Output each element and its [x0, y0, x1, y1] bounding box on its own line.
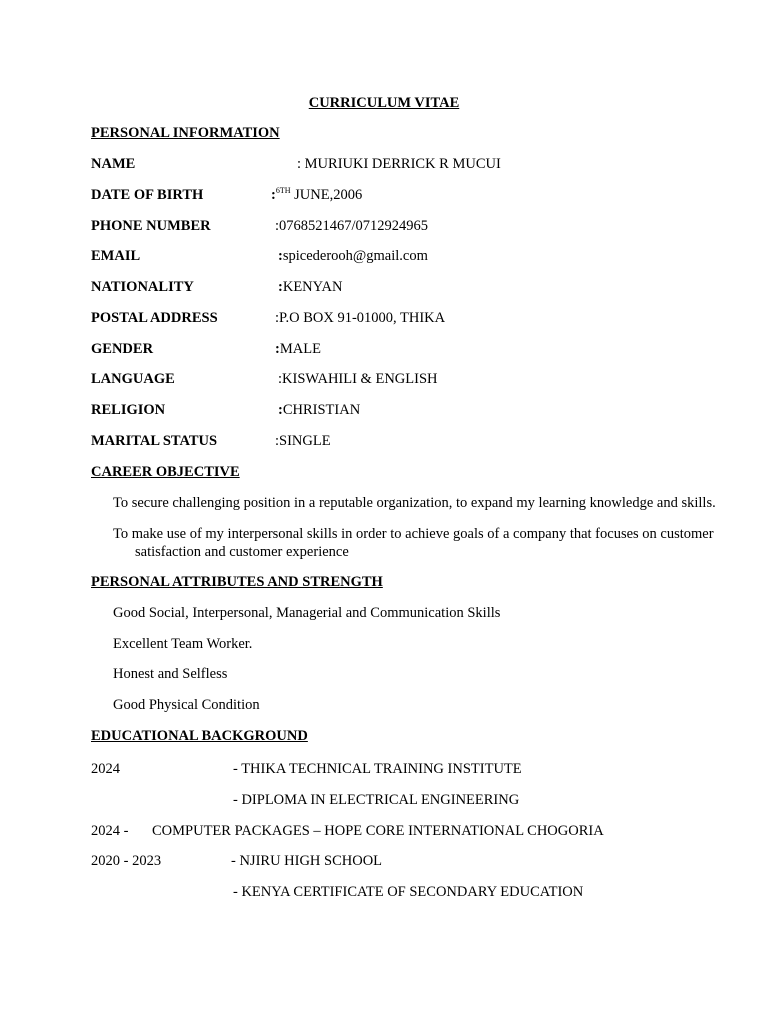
section-heading-career: CAREER OBJECTIVE	[91, 464, 240, 480]
postal-address-separator: :	[275, 310, 280, 326]
education-detail: - THIKA TECHNICAL TRAINING INSTITUTE	[233, 761, 522, 777]
education-year: 2024	[91, 761, 120, 777]
section-heading-education: EDUCATIONAL BACKGROUND	[91, 728, 308, 744]
education-detail: - NJIRU HIGH SCHOOL	[231, 853, 383, 869]
nationality-text: KENYAN	[282, 279, 343, 295]
marital-status-label: MARITAL STATUS	[91, 433, 218, 449]
language-text: KISWAHILI & ENGLISH	[282, 371, 438, 387]
gender-text: MALE	[279, 341, 321, 357]
phone-label: PHONE NUMBER	[91, 218, 211, 234]
section-heading-personal: PERSONAL INFORMATION	[91, 125, 280, 141]
marital-status-text: SINGLE	[279, 433, 331, 449]
postal-address-value	[275, 309, 445, 327]
dob-day-superscript: 6TH	[275, 186, 291, 195]
religion-text: CHRISTIAN	[282, 402, 361, 418]
attribute-item: Honest and Selfless	[113, 666, 228, 682]
section-heading-attributes: PERSONAL ATTRIBUTES AND STRENGTH	[91, 574, 383, 590]
attribute-item: Good Physical Condition	[113, 697, 260, 713]
religion-label: RELIGION	[91, 402, 166, 418]
education-detail: - DIPLOMA IN ELECTRICAL ENGINEERING	[233, 792, 520, 808]
language-label: LANGUAGE	[91, 371, 175, 387]
name-text: MURIUKI DERRICK R MUCUI	[304, 156, 501, 172]
gender-label: GENDER	[91, 341, 154, 357]
nationality-separator: :	[278, 279, 283, 295]
religion-value	[278, 401, 360, 419]
nationality-label: NATIONALITY	[91, 279, 194, 295]
religion-separator: :	[278, 402, 283, 418]
nationality-value	[278, 278, 342, 296]
dob-text: JUNE,2006	[290, 187, 363, 203]
document-title: CURRICULUM VITAE	[308, 95, 460, 111]
postal-address-text: P.O BOX 91-01000, THIKA	[279, 310, 446, 326]
postal-address-label: POSTAL ADDRESS	[91, 310, 218, 326]
name-label: NAME	[91, 156, 136, 172]
dob-value	[271, 186, 362, 204]
phone-separator: :	[275, 218, 280, 234]
phone-value	[275, 217, 428, 235]
career-objective-item: To secure challenging position in a reputable organization, to expand my learning knowledge and skills.	[113, 495, 716, 511]
education-year: 2020 - 2023	[91, 853, 162, 869]
email-label: EMAIL	[91, 248, 141, 264]
dob-separator: :	[271, 187, 276, 203]
email-separator: :	[278, 248, 283, 264]
marital-status-separator: :	[275, 433, 280, 449]
email-value	[278, 247, 428, 265]
name-value	[297, 155, 501, 173]
career-objective-item: To make use of my interpersonal skills in order to achieve goals of a company that focuses on customer satisfaction and customer experience	[113, 526, 714, 560]
email-text: spicederooh@gmail.com	[282, 248, 428, 264]
education-detail: COMPUTER PACKAGES – HOPE CORE INTERNATIONAL CHOGORIA	[152, 823, 604, 839]
language-value	[278, 370, 437, 388]
attribute-item: Good Social, Interpersonal, Managerial and Communication Skills	[113, 605, 501, 621]
phone-text: 0768521467/0712924965	[279, 218, 429, 234]
attribute-item: Excellent Team Worker.	[113, 636, 253, 652]
marital-status-value	[275, 432, 331, 450]
gender-separator: :	[275, 341, 280, 357]
education-year: 2024 -	[91, 823, 129, 839]
education-detail: - KENYA CERTIFICATE OF SECONDARY EDUCATION	[233, 884, 584, 900]
gender-value	[275, 340, 321, 358]
dob-label: DATE OF BIRTH	[91, 187, 204, 203]
language-separator: :	[278, 371, 283, 387]
name-separator: :	[297, 156, 305, 172]
